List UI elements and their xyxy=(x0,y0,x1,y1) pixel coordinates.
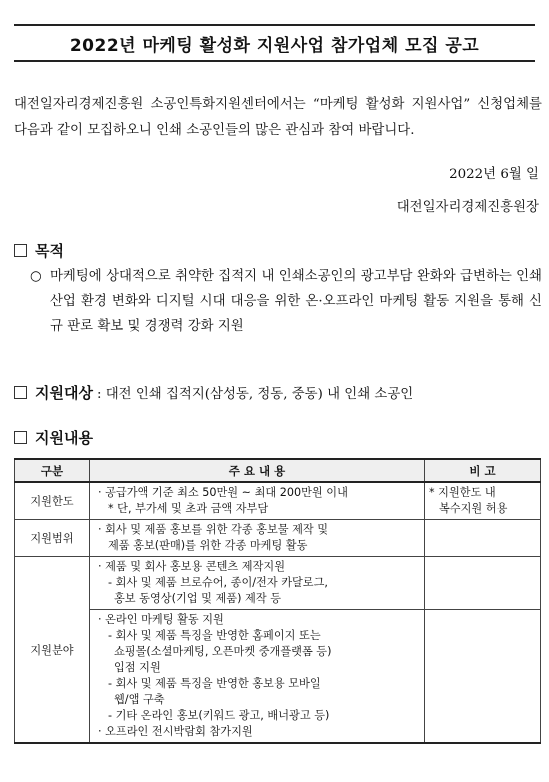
row-content-limit: · 공급가액 기준 최소 50만원 ~ 최대 200만원 이내 * 단, 부가세 및 초과 금액 자부담 xyxy=(90,482,425,520)
target-description: : 대전 인쇄 집적지(삼성동, 정동, 중동) 내 인쇄 소공인 xyxy=(96,387,414,402)
circle-bullet-icon: ○ xyxy=(30,269,42,284)
section-target-heading xyxy=(14,382,413,403)
row-content-field-block1: · 제품 및 회사 홍보용 콘텐츠 제작지원 - 회사 및 제품 브로슈어, 종이/전자 카달로그, 홍보 동영상(기업 및 제품) 제작 등 xyxy=(90,557,425,610)
section-content-title: 지원내용 xyxy=(35,429,93,447)
table-header-row xyxy=(15,459,541,482)
purpose-text: 마케팅에 상대적으로 취약한 집적지 내 인쇄소공인의 광고부담 완화와 급변하는 인쇄산업 환경 변화와 디지털 시대 대응을 위한 온·오프라인 마케팅 활동 지원을 통해 신규 판로 확보 및 경쟁력 강화 지원 xyxy=(50,269,542,334)
row-content-field-block2: · 온라인 마케팅 활동 지원 - 회사 및 제품 특징을 반영한 홈페이지 또는 쇼핑몰(소셜마케팅, 오픈마켓 중개플랫폼 등) 입점 지원 - 회사 및 제품 특징을 반영한 홍보용 모바일 웹/앱 구축 - 기타 온라인 홍보(키워드 광고, 배너광고 등) · 오프라인 전시박람회 참가지원 xyxy=(90,610,425,744)
notice-date: 2022년 6월 일 xyxy=(449,167,539,182)
row-note-field-block2 xyxy=(425,610,541,744)
square-bullet-icon xyxy=(14,431,27,444)
row-category-limit: 지원한도 xyxy=(15,482,90,520)
square-bullet-icon xyxy=(14,244,27,257)
header-main-content: 주 요 내 용 xyxy=(90,459,425,482)
row-note-limit: * 지원한도 내 복수지원 허용 xyxy=(425,482,541,520)
table-row xyxy=(15,520,541,557)
header-remarks: 비 고 xyxy=(425,459,541,482)
table-row xyxy=(15,610,541,744)
row-content-scope: · 회사 및 제품 홍보를 위한 각종 홍보물 제작 및 제품 홍보(판매)를 위한 각종 마케팅 활동 xyxy=(90,520,425,557)
issuing-organization: 대전일자리경제진흥원장 xyxy=(396,200,539,215)
support-content-table xyxy=(14,458,541,744)
row-category-scope: 지원범위 xyxy=(15,520,90,557)
notice-title: 2022년 마케팅 활성화 지원사업 참가업체 모집 공고 xyxy=(69,35,480,56)
section-content-heading xyxy=(14,427,93,448)
table-row xyxy=(15,557,541,610)
purpose-item xyxy=(30,264,542,339)
row-note-scope xyxy=(425,520,541,557)
section-purpose-title: 목적 xyxy=(35,242,64,260)
header-category: 구분 xyxy=(15,459,90,482)
square-bullet-icon xyxy=(14,386,27,399)
section-target-title: 지원대상 xyxy=(35,384,93,402)
section-purpose-heading xyxy=(14,240,64,261)
table-row xyxy=(15,482,541,520)
notice-title-box xyxy=(14,24,535,62)
row-category-field: 지원분야 xyxy=(15,557,90,744)
row-note-field-block1 xyxy=(425,557,541,610)
intro-paragraph: 대전일자리경제진흥원 소공인특화지원센터에서는 “마케팅 활성화 지원사업” 신청업체를 다음과 같이 모집하오니 인쇄 소공인들의 많은 관심과 참여 바랍니다. xyxy=(14,97,542,138)
